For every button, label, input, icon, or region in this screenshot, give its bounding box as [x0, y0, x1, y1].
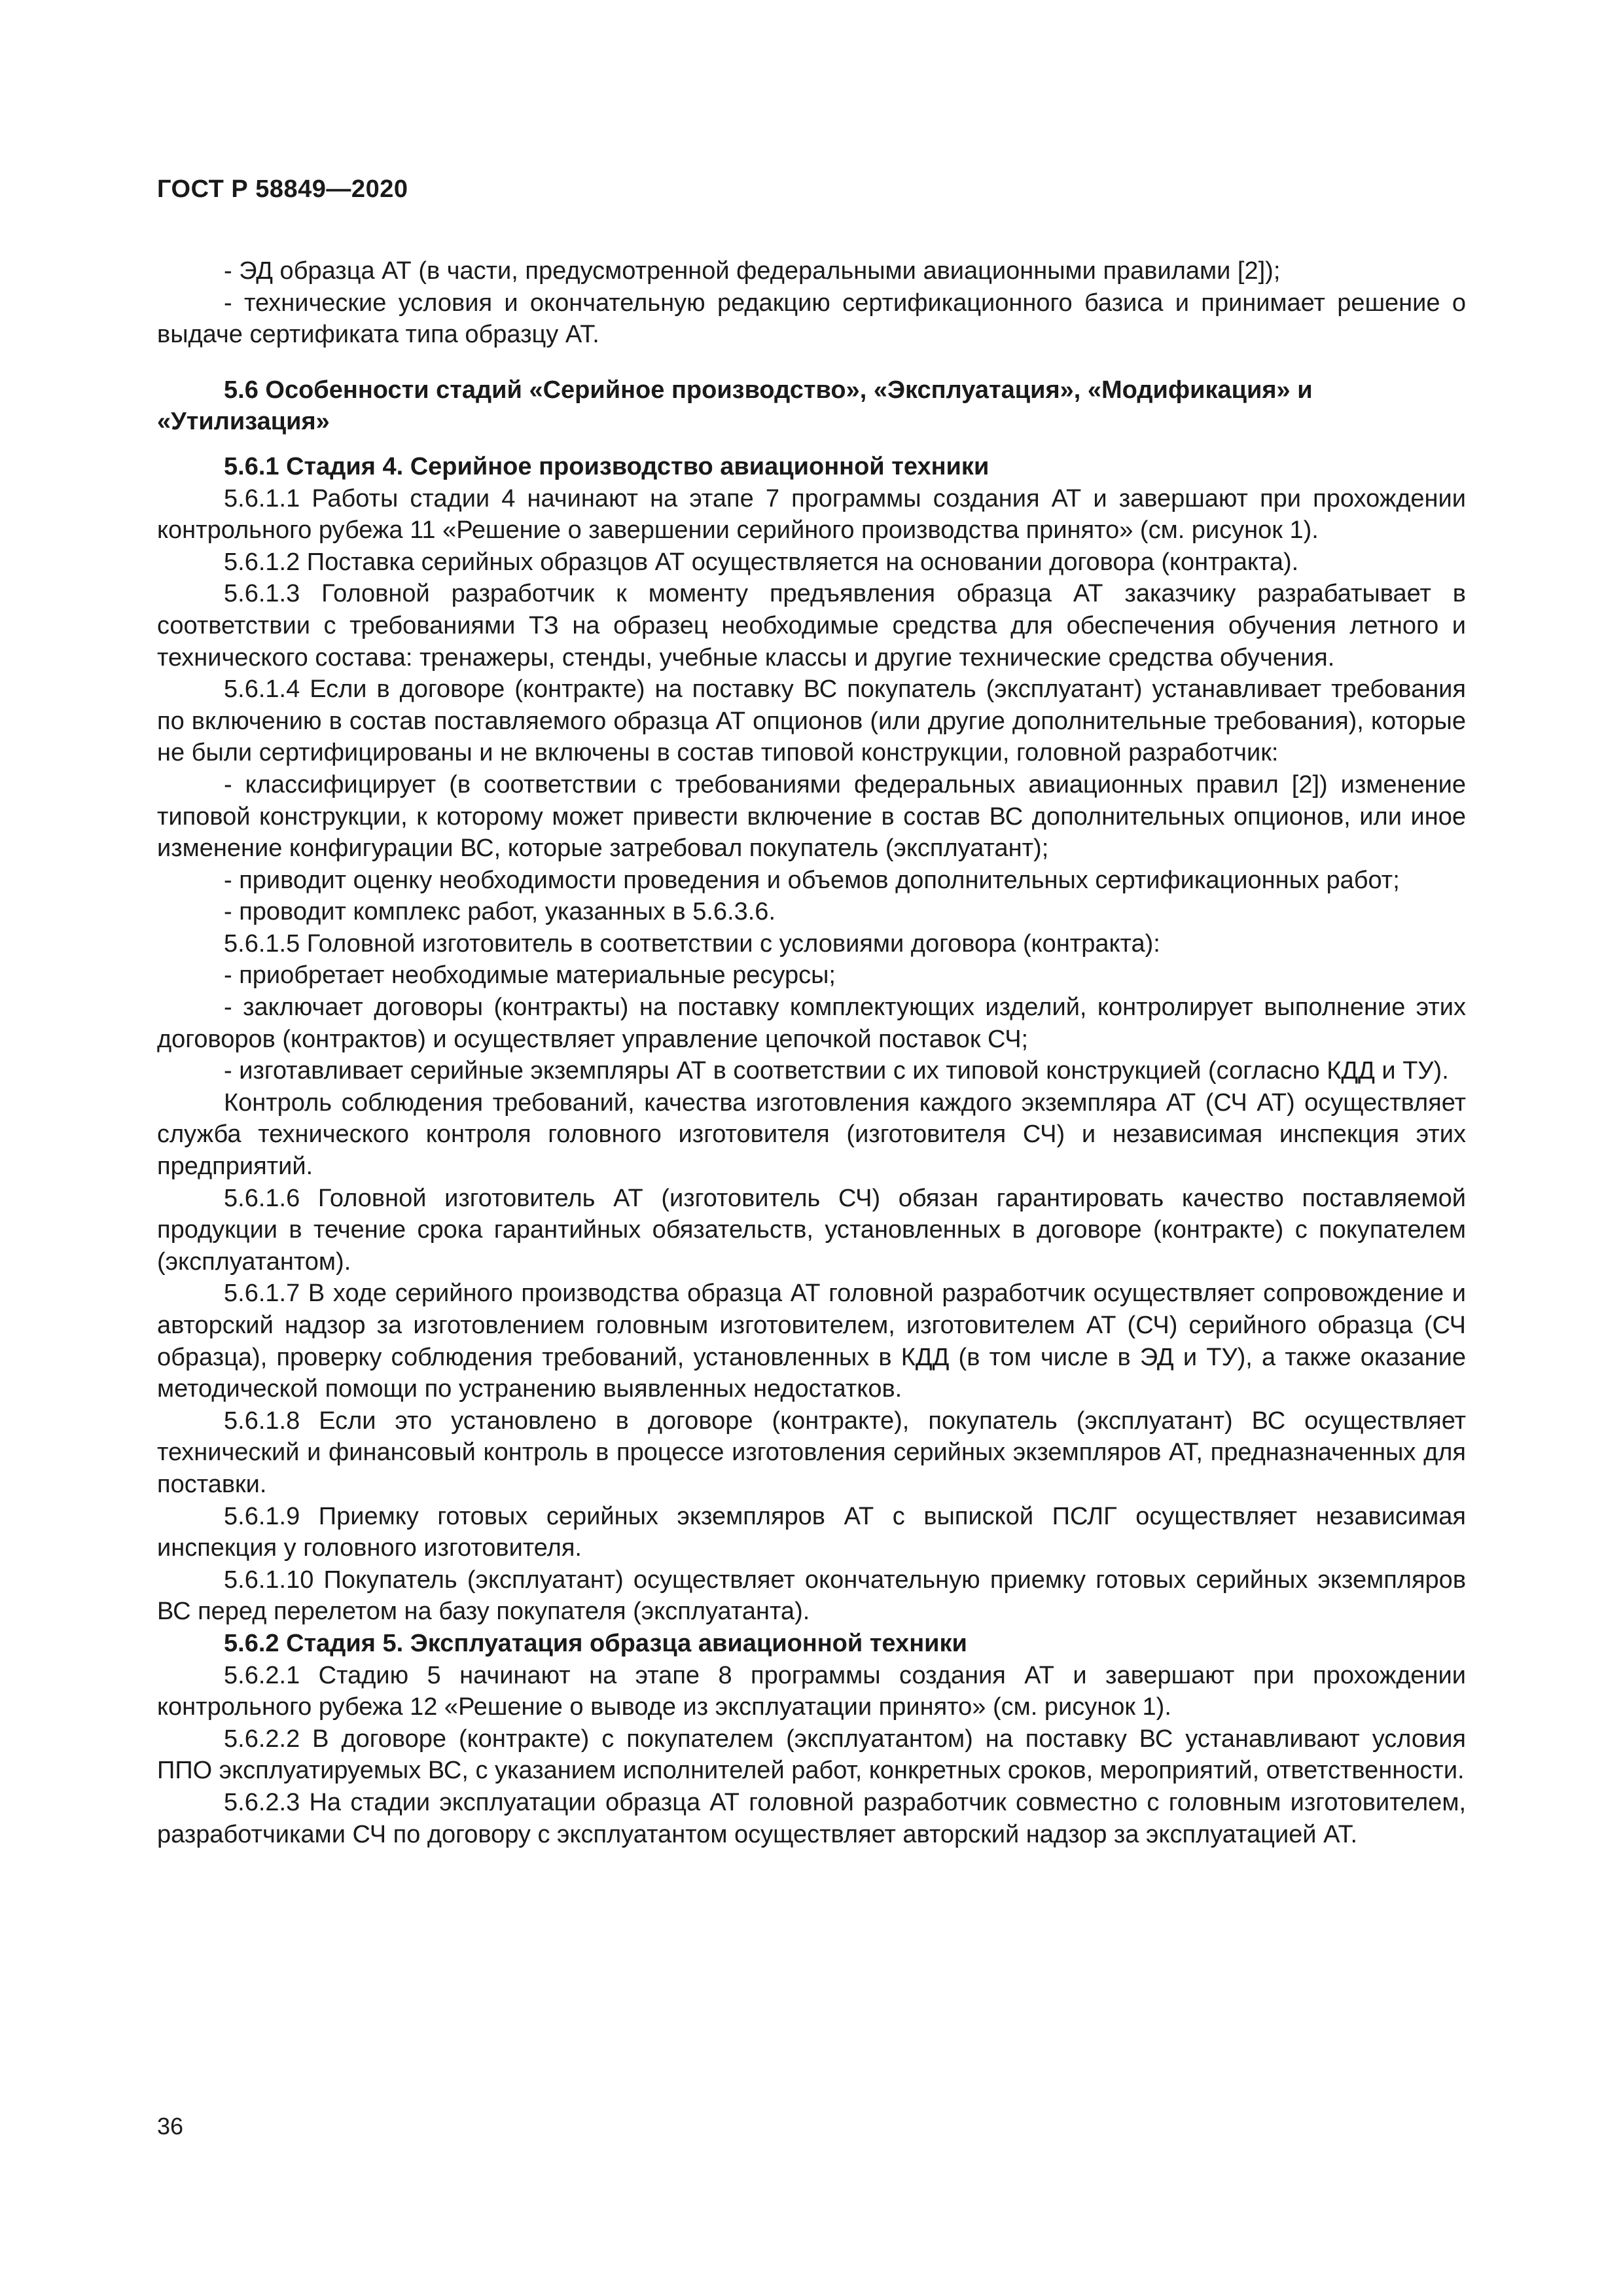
list-item: - заключает договоры (контракты) на поставку комплектующих изделий, контролирует выполнение этих договоров (контрактов) и осуществляет управление цепочкой поставок СЧ; — [157, 994, 1466, 1053]
paragraph: 5.6.1.10 Покупатель (эксплуатант) осуществляет окончательную приемку готовых серийных экземпляров ВС перед перелетом на базу покупателя (эксплуатанта). — [157, 1566, 1466, 1626]
document-body — [157, 255, 1466, 1850]
paragraph: 5.6.1.4 Если в договоре (контракте) на поставку ВС покупатель (эксплуатант) устанавливает требования по включению в состав поставляемого образца АТ опционов (или другие дополнительные требования), которые не были сертифицированы и не включены в состав типовой конструкции, головной разработчик: — [157, 675, 1466, 767]
subsection-heading: 5.6.1 Стадия 4. Серийное производство авиационной техники — [224, 452, 990, 480]
paragraph: 5.6.1.7 В ходе серийного производства образца АТ головной разработчик осуществляет сопровождение и авторский надзор за изготовлением головным изготовителем, изготовителем АТ (СЧ) серийного образца (СЧ образца), проверку соблюдения требований, установленных в КДД (в том числе в ЭД и ТУ), а также оказание методической помощи по устранению выявленных недостатков. — [157, 1280, 1466, 1403]
paragraph: 5.6.1.1 Работы стадии 4 начинают на этапе 7 программы создания АТ и завершают при прохождении контрольного рубежа 11 «Решение о завершении серийного производства принято» (см. рисунок 1). — [157, 484, 1466, 545]
list-item: - классифицирует (в соответствии с требованиями федеральных авиационных правил [2]) изменение типовой конструкции, к которому может привести включение в состав ВС дополнительных опционов, или иное изменение конфигурации ВС, которые затребовал покупатель (эксплуатант); — [157, 770, 1466, 863]
section-heading: 5.6 Особенности стадий «Серийное производство», «Эксплуатация», «Модификация» и «Утилизация» — [157, 376, 1313, 436]
paragraph: 5.6.2.3 На стадии эксплуатации образца АТ головной разработчик совместно с головным изготовителем, разработчиками СЧ по договору с эксплуатантом осуществляет авторский надзор за эксплуатацией АТ. — [157, 1788, 1466, 1848]
list-item: - проводит комплекс работ, указанных в 5.6.3.6. — [224, 898, 776, 926]
list-item: - ЭД образца АТ (в части, предусмотренной федеральными авиационными правилами [2]); — [224, 257, 1281, 285]
list-item: - приводит оценку необходимости проведения и объемов дополнительных сертификационных работ; — [224, 866, 1400, 894]
paragraph: 5.6.2.2 В договоре (контракте) с покупателем (эксплуатантом) на поставку ВС устанавливают условия ППО эксплуатируемых ВС, с указанием исполнителей работ, конкретных сроков, мероприятий, ответственности. — [157, 1725, 1466, 1785]
paragraph: 5.6.1.6 Головной изготовитель АТ (изготовитель СЧ) обязан гарантировать качество поставляемой продукции в течение срока гарантийных обязательств, установленных в договоре (контракте) с покупателем (эксплуатантом). — [157, 1184, 1466, 1276]
list-item: - приобретает необходимые материальные ресурсы; — [224, 961, 836, 990]
list-item: - изготавливает серийные экземпляры АТ в соответствии с их типовой конструкцией (согласно КДД и ТУ). — [224, 1057, 1449, 1085]
subsection-heading: 5.6.2 Стадия 5. Эксплуатация образца авиационной техники — [224, 1629, 967, 1657]
paragraph: 5.6.2.1 Стадию 5 начинают на этапе 8 программы создания АТ и завершают при прохождении контрольного рубежа 12 «Решение о выводе из эксплуатации принято» (см. рисунок 1). — [157, 1661, 1466, 1721]
paragraph: 5.6.1.8 Если это установлено в договоре (контракте), покупатель (эксплуатант) ВС осуществляет технический и финансовый контроль в процессе изготовления серийных экземпляров АТ, предназначенных для поставки. — [157, 1407, 1466, 1498]
document-header: ГОСТ Р 58849—2020 — [157, 175, 408, 203]
list-item: - технические условия и окончательную редакцию сертификационного базиса и принимает решение о выдаче сертификата типа образцу АТ. — [157, 289, 1466, 349]
paragraph: 5.6.1.9 Приемку готовых серийных экземпляров АТ с выпиской ПСЛГ осуществляет независимая инспекция у головного изготовителя. — [157, 1502, 1466, 1562]
paragraph: 5.6.1.2 Поставка серийных образцов АТ осуществляется на основании договора (контракта). — [224, 548, 1299, 576]
page-number: 36 — [157, 2113, 184, 2140]
paragraph: 5.6.1.3 Головной разработчик к моменту предъявления образца АТ заказчику разрабатывает в соответствии с требованиями ТЗ на образец необходимые средства для обеспечения обучения летного и технического состава: тренажеры, стенды, учебные классы и другие технические средства обучения. — [157, 580, 1466, 672]
paragraph: 5.6.1.5 Головной изготовитель в соответствии с условиями договора (контракта): — [224, 929, 1160, 958]
paragraph: Контроль соблюдения требований, качества изготовления каждого экземпляра АТ (СЧ АТ) осуществляет служба технического контроля головного изготовителя (изготовителя СЧ) и независимая инспекция этих предприятий. — [157, 1088, 1466, 1181]
